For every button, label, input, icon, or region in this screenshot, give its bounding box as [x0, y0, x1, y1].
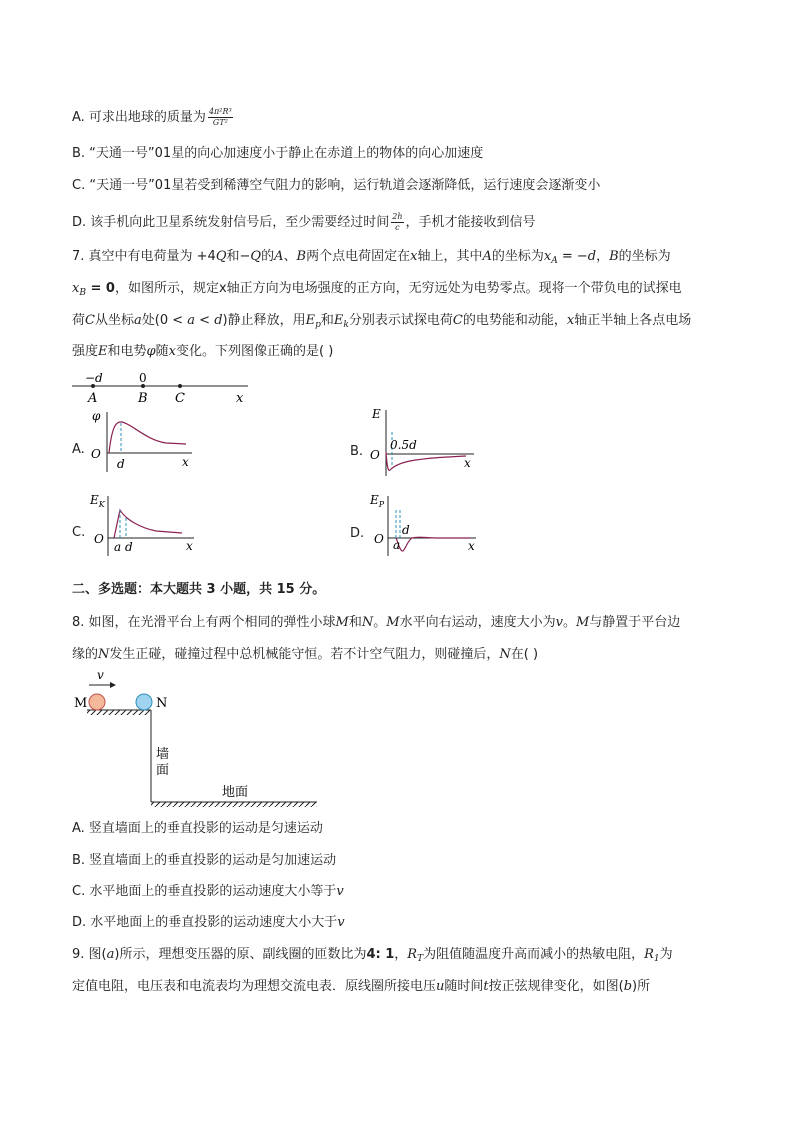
graph-c	[86, 488, 198, 558]
q6-option-c: C. “天通一号”01星若受到稀薄空气阻力的影响，运行轨道会逐渐降低，运行速度会逐渐变小	[72, 178, 601, 193]
graph-a-d-label: d	[117, 457, 125, 471]
q7-stem-line-3: 荷C从坐标a处(0 < a < d)静止释放，用$E_p$和$E_k$分别表示试探电荷C的电势能和动能，x轴正半轴上各点电场	[72, 313, 692, 330]
q7-axis-figure	[70, 368, 255, 408]
q8-figure	[72, 668, 322, 813]
q7-stem-line-1: 7. 真空中有电荷量为 +4Q和−Q的A、B两个点电荷固定在x轴上，其中A的坐标为$x_A = -d$，B的坐标为	[72, 249, 671, 266]
point-c-dot	[178, 384, 182, 388]
earth-mass-fraction: $\frac{\text{4π²R³}}{\text{GT²}}$	[208, 107, 232, 127]
time-fraction: $\frac{2h}{c}$	[392, 212, 403, 232]
ball-n	[136, 694, 152, 710]
wall-label-1: 墙	[156, 747, 170, 762]
ground-hatching	[151, 802, 317, 807]
q8-option-d: D. 水平地面上的垂直投影的运动速度大小大于v	[72, 915, 345, 930]
label-a: A	[88, 391, 98, 406]
q6-option-b: B. “天通一号”01星的向心加速度小于静止在赤道上的物体的向心加速度	[72, 146, 484, 161]
graph-d-origin: O	[374, 532, 384, 546]
graph-c-x-label: x	[186, 539, 193, 553]
graph-b-origin: O	[370, 448, 380, 462]
graph-b-y-label: E	[372, 407, 381, 421]
q9-stem-line-2: 定值电阻，电压表和电流表均为理想交流电表．原线圈所接电压u随时间t按正弦规律变化，如图(b)所	[72, 979, 651, 994]
label-minus-d: −d	[85, 371, 103, 385]
q7-stem-line-4: 强度E和电势φ随x变化。下列图像正确的是( )	[72, 344, 334, 359]
graph-a-option-label: A.	[72, 442, 85, 457]
ball-m-label: M	[74, 696, 88, 711]
q7-stem-line-2: $x_B = 0$，如图所示，规定x轴正方向为电场强度的正方向，无穷远处为电势零点。现将一个带负电的试探电	[72, 281, 682, 298]
graph-c-option-label: C.	[72, 525, 86, 540]
q8-option-b: B. 竖直墙面上的垂直投影的运动是匀加速运动	[72, 853, 337, 868]
q6-option-a: A. 可求出地球的质量为 $\frac{\text{4π²R³}}{\text{GT²}}$	[72, 107, 232, 127]
q8-option-c: C. 水平地面上的垂直投影的运动速度大小等于v	[72, 884, 344, 899]
graph-d-y-label: $E_P$	[370, 493, 385, 509]
graph-d-option-label: D.	[350, 526, 365, 541]
ball-n-label: N	[156, 696, 168, 711]
graph-b-half-d-label: 0.5d	[390, 438, 417, 452]
graph-c-ad-label: a d	[114, 540, 133, 554]
platform-hatching	[87, 710, 151, 715]
q8-stem-line-1: 8. 如图，在光滑平台上有两个相同的弹性小球M和N。M水平向右运动，速度大小为v。M与静置于平台边	[72, 615, 681, 630]
label-b: B	[138, 391, 148, 406]
label-c: C	[175, 391, 185, 406]
ball-m	[89, 694, 105, 710]
graph-d-curve	[396, 537, 470, 551]
graph-c-curve	[114, 510, 182, 538]
q9-stem-line-1: 9. 图(a)所示，理想变压器的原、副线圈的匝数比为4: 1，$R_T$为阻值随温度升高而减小的热敏电阻，$R_1$为	[72, 947, 673, 964]
q8-stem-line-2: 缘的N发生正碰，碰撞过程中总机械能守恒。若不计空气阻力，则碰撞后，N在( )	[72, 647, 539, 662]
wall-label-2: 面	[156, 763, 170, 778]
graph-d-a-label: a	[393, 538, 401, 552]
label-zero: 0	[139, 371, 147, 385]
graph-b-option-label: B.	[350, 444, 364, 459]
q6-option-d: D. 该手机向此卫星系统发射信号后，至少需要经过时间 $\frac{2h}{c}$ ，手机才能接收到信号	[72, 212, 536, 232]
graph-a	[86, 406, 196, 476]
graph-c-y-label: $E_K$	[90, 493, 105, 509]
graph-b	[366, 406, 481, 478]
graph-a-y-label: φ	[92, 409, 101, 423]
velocity-label: v	[97, 668, 104, 682]
graph-a-origin: O	[91, 447, 101, 461]
graph-b-x-label: x	[464, 456, 471, 470]
graph-c-origin: O	[94, 532, 104, 546]
velocity-arrow-head	[110, 682, 116, 688]
ground-label: 地面	[222, 785, 249, 800]
graph-d	[366, 488, 482, 558]
q8-option-a: A. 竖直墙面上的垂直投影的运动是匀速运动	[72, 821, 323, 836]
label-x: x	[236, 391, 244, 406]
graph-a-x-label: x	[182, 455, 189, 469]
graph-d-x-label: x	[468, 539, 475, 553]
section-2-header: 二、多选题：本大题共 3 小题，共 15 分。	[72, 582, 326, 597]
graph-b-curve	[386, 452, 466, 470]
graph-d-d-label: d	[402, 523, 410, 537]
